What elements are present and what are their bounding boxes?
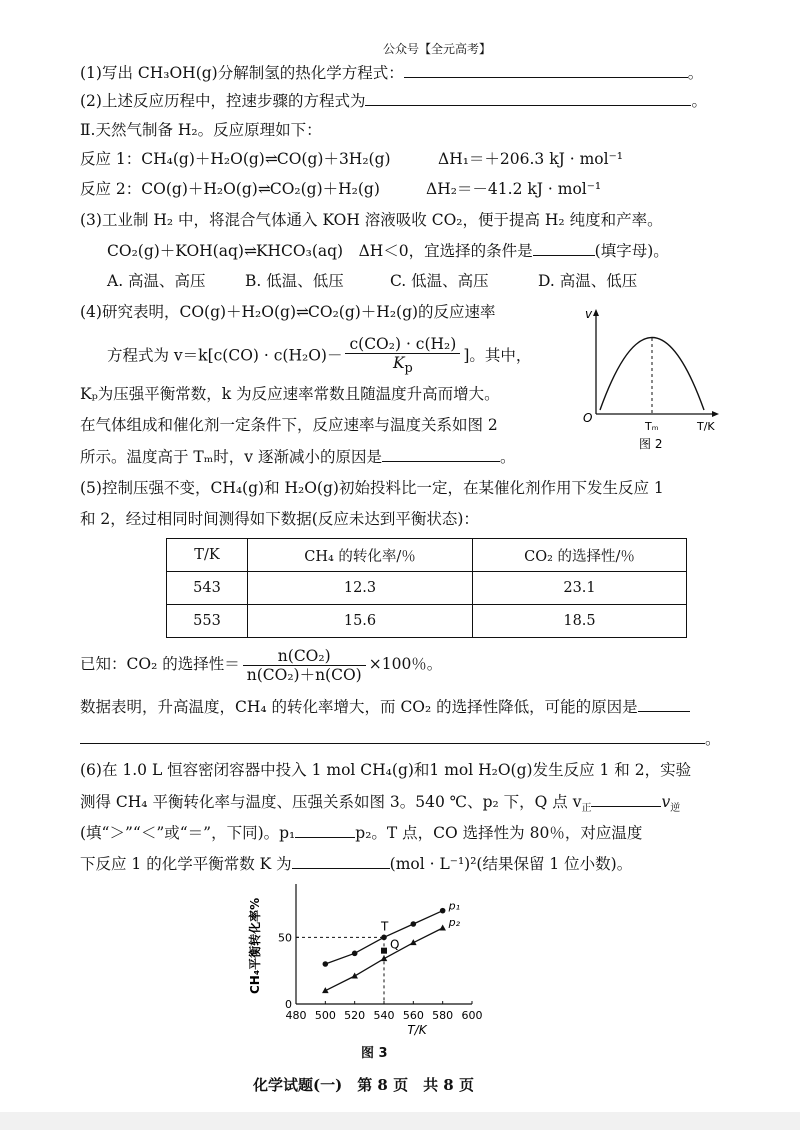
question-6-line-2-text: 测得 CH₄ 平衡转化率与温度、压强关系如图 3。540 ℃、p₂ 下，Q 点 v — [80, 793, 582, 811]
reaction-2-enthalpy: ΔH₂＝－41.2 kJ · mol⁻¹ — [426, 180, 602, 198]
table-header-cell: CH₄ 的转化率/％ — [248, 539, 473, 572]
option-a: A. 高温、高压 — [107, 272, 206, 290]
fig2-x-arrow-icon — [712, 411, 719, 417]
reaction-1-reactants: 反应 1：CH₄(g)＋H₂O(g) — [80, 150, 265, 168]
question-3-equation-right: KHCO₃(aq) ΔH＜0，宜选择的条件是 — [255, 242, 533, 260]
question-5-line-2: 和 2，经过相同时间测得如下数据(反应未达到平衡状态)： — [80, 510, 479, 528]
equilibrium-arrow-icon: ⇌ — [264, 150, 277, 168]
v-reverse-subscript: 逆 — [670, 803, 681, 815]
question-6-line-1: (6)在 1.0 L 恒容密闭容器中投入 1 mol CH₄(g)和1 mol H₂O(g)发生反应 1 和 2，实验 — [80, 761, 692, 779]
question-5-line-blank — [80, 728, 721, 749]
answer-blank-5b[interactable] — [80, 728, 705, 744]
question-5-line-1: (5)控制压强不变，CH₄(g)和 H₂O(g)初始投料比一定，在某催化剂作用下发生反应 1 — [80, 479, 664, 497]
equilibrium-arrow-icon: ⇌ — [257, 180, 270, 198]
answer-blank-6a[interactable] — [591, 791, 661, 807]
fig3-x-label: T/K — [407, 1023, 427, 1037]
answer-blank-3[interactable] — [533, 240, 595, 256]
option-d: D. 高温、低压 — [538, 272, 638, 290]
option-c: C. 低温、高压 — [390, 272, 489, 290]
answer-blank-5a[interactable] — [638, 696, 690, 712]
question-4-products: CO₂(g)＋H₂(g)的反应速率 — [308, 303, 496, 321]
fig3-point-p1 — [381, 935, 387, 941]
table-header-cell: T/K — [167, 539, 248, 572]
question-2 — [80, 90, 707, 111]
fig3-y-label: CH₄平衡转化率% — [248, 897, 262, 994]
fig3-annotation-q: Q — [390, 937, 400, 952]
selectivity-fraction — [243, 647, 366, 684]
equilibrium-arrow-icon: ⇌ — [243, 242, 256, 260]
reaction-2-reactants: 反应 2：CO(g)＋H₂O(g) — [80, 180, 258, 198]
question-5-line-data — [80, 696, 690, 717]
question-1-text: (1)写出 CH₃OH(g)分解制氢的热化学方程式： — [80, 64, 404, 82]
header-watermark: 公众号【全元高考】 — [383, 42, 492, 56]
fig3-point-p1 — [440, 908, 446, 914]
fraction-denominator-k: K — [392, 354, 405, 372]
rate-equation-right: ]。其中， — [463, 346, 532, 365]
table-header-cell: CO₂ 的选择性/％ — [473, 539, 687, 572]
fig3-y-tick-label: 0 — [285, 998, 292, 1011]
fig2-y-label: v — [585, 307, 593, 321]
fig3-series-label: p₁ — [448, 899, 461, 913]
table-row — [167, 572, 687, 605]
answer-blank-6c[interactable] — [292, 853, 390, 869]
fig3-point-p2 — [439, 925, 446, 931]
fig3-series-label: p₂ — [448, 916, 461, 929]
option-b: B. 低温、低压 — [245, 272, 344, 290]
fraction-numerator: c(CO₂) · c(H₂) — [345, 335, 460, 354]
question-4-end: 。 — [499, 448, 516, 466]
question-6-line-3-rest: p₂。T 点，CO 选择性为 80％，对应温度 — [355, 824, 643, 842]
question-3-line-2 — [107, 240, 669, 261]
reaction-2-products: CO₂(g)＋H₂(g) — [269, 180, 380, 198]
selectivity-definition — [80, 644, 442, 684]
fig3-point-p1 — [411, 921, 417, 927]
selectivity-denominator: n(CO₂)＋n(CO) — [246, 665, 362, 684]
reaction-1-enthalpy: ΔH₁＝＋206.3 kJ · mol⁻¹ — [438, 150, 623, 168]
fig3-caption: 图 3 — [361, 1046, 388, 1061]
fig3-x-tick-label: 580 — [432, 1009, 454, 1022]
table-row — [167, 605, 687, 638]
reaction-2 — [80, 179, 380, 199]
fig2-tm-label: Tₘ — [645, 420, 659, 433]
fig3-point-p2 — [351, 973, 358, 979]
bottom-band — [0, 1112, 800, 1130]
reaction-1-products: CO(g)＋3H₂(g) — [276, 150, 391, 168]
question-5-end: 。 — [705, 730, 721, 748]
table-cell: 543 — [167, 572, 248, 605]
question-4-line-1 — [80, 302, 496, 322]
question-3-equation-left: CO₂(g)＋KOH(aq) — [107, 242, 244, 260]
question-4-line-5 — [80, 446, 515, 467]
selectivity-prefix: 已知：CO₂ 的选择性＝ — [80, 655, 240, 673]
fig2-caption: 图 2 — [639, 437, 663, 451]
table-cell: 553 — [167, 605, 248, 638]
rate-equation-left: 方程式为 v＝k[c(CO) · c(H₂O)－ — [107, 346, 343, 365]
fig3-x-tick-label: 560 — [402, 1009, 424, 1022]
question-4-line-4: 在气体组成和催化剂一定条件下，反应速率与温度关系如图 2 — [80, 416, 498, 434]
question-1-end: 。 — [687, 64, 704, 82]
question-6-line-4-rest: (mol · L⁻¹)²(结果保留 1 位小数)。 — [389, 855, 633, 873]
question-1 — [80, 62, 703, 83]
selectivity-numerator: n(CO₂) — [243, 647, 366, 666]
fig3-point-p1 — [323, 961, 329, 967]
question-2-text: (2)上述反应历程中，控速步骤的方程式为 — [80, 92, 366, 110]
section-2-heading: Ⅱ.天然气制备 H₂。反应原理如下： — [80, 121, 322, 139]
fig3-x-tick-label: 520 — [344, 1009, 366, 1022]
question-5-data-text: 数据表明，升高温度，CH₄ 的转化率增大，而 CO₂ 的选择性降低，可能的原因是 — [80, 698, 638, 716]
table-cell: 12.3 — [248, 572, 473, 605]
question-4-line-5-text: 所示。温度高于 Tₘ时，v 逐渐减小的原因是 — [80, 448, 382, 466]
reaction-1 — [80, 149, 391, 169]
question-3-fill-note: (填字母)。 — [594, 242, 669, 260]
data-table — [166, 538, 687, 638]
fig3-x-tick-label: 500 — [314, 1009, 336, 1022]
fig3-annotation-t: T — [381, 919, 389, 934]
fig3-point-q — [381, 948, 387, 954]
selectivity-suffix: ×100％。 — [368, 655, 443, 673]
question-4-line-3: Kₚ为压强平衡常数，k 为反应速率常数且随温度升高而增大。 — [80, 385, 500, 403]
fraction-denominator-sub: p — [404, 361, 413, 377]
answer-blank-2[interactable] — [365, 90, 691, 106]
question-3-line-1: (3)工业制 H₂ 中，将混合气体通入 KOH 溶液吸收 CO₂，便于提高 H₂ 纯度和产率。 — [80, 211, 663, 229]
fig3-point-p1 — [352, 951, 358, 957]
fig2-y-arrow-icon — [593, 309, 599, 316]
fig2-x-label: T/K — [697, 420, 715, 433]
question-6-line-2: 测得 CH₄ 平衡转化率与温度、压强关系如图 3。540 ℃、p₂ 下，Q 点 $v_正$ $v_逆$ — [80, 793, 681, 815]
table-header-row — [167, 539, 687, 572]
equilibrium-arrow-icon: ⇌ — [296, 303, 308, 321]
question-2-end: 。 — [691, 92, 707, 110]
fig3-x-tick-label: 480 — [285, 1009, 307, 1022]
table-cell: 23.1 — [473, 572, 687, 605]
fig3-x-tick-label: 540 — [373, 1009, 395, 1022]
v-forward-subscript: 正 — [581, 803, 592, 815]
answer-blank-4[interactable] — [382, 446, 500, 462]
fig3-point-p2 — [381, 955, 388, 961]
page-footer: 化学试题(一) 第 8 页 共 8 页 — [253, 1076, 474, 1094]
answer-blank-6b[interactable] — [295, 822, 355, 838]
figure-3-chart — [240, 878, 500, 1060]
fraction-denominator — [345, 354, 460, 378]
table-cell: 18.5 — [473, 605, 687, 638]
table-cell: 15.6 — [248, 605, 473, 638]
question-4-reactants: (4)研究表明，CO(g)＋H₂O(g) — [80, 303, 296, 321]
rate-equation-fraction — [345, 335, 460, 378]
fig3-x-tick-label: 600 — [461, 1009, 483, 1022]
figure-2 — [563, 298, 735, 456]
question-6-line-3-text: (填“＞”“＜”或“＝”，下同)。p₁ — [80, 824, 296, 842]
fig2-origin-label: O — [583, 411, 593, 425]
fig3-y-tick-label: 50 — [278, 931, 292, 945]
question-6-line-4-text: 下反应 1 的化学平衡常数 K 为 — [80, 855, 292, 873]
question-6-line-3 — [80, 822, 642, 843]
answer-blank-1[interactable] — [404, 62, 688, 78]
question-6-line-4 — [80, 853, 632, 874]
question-4-rate-equation — [107, 335, 531, 378]
